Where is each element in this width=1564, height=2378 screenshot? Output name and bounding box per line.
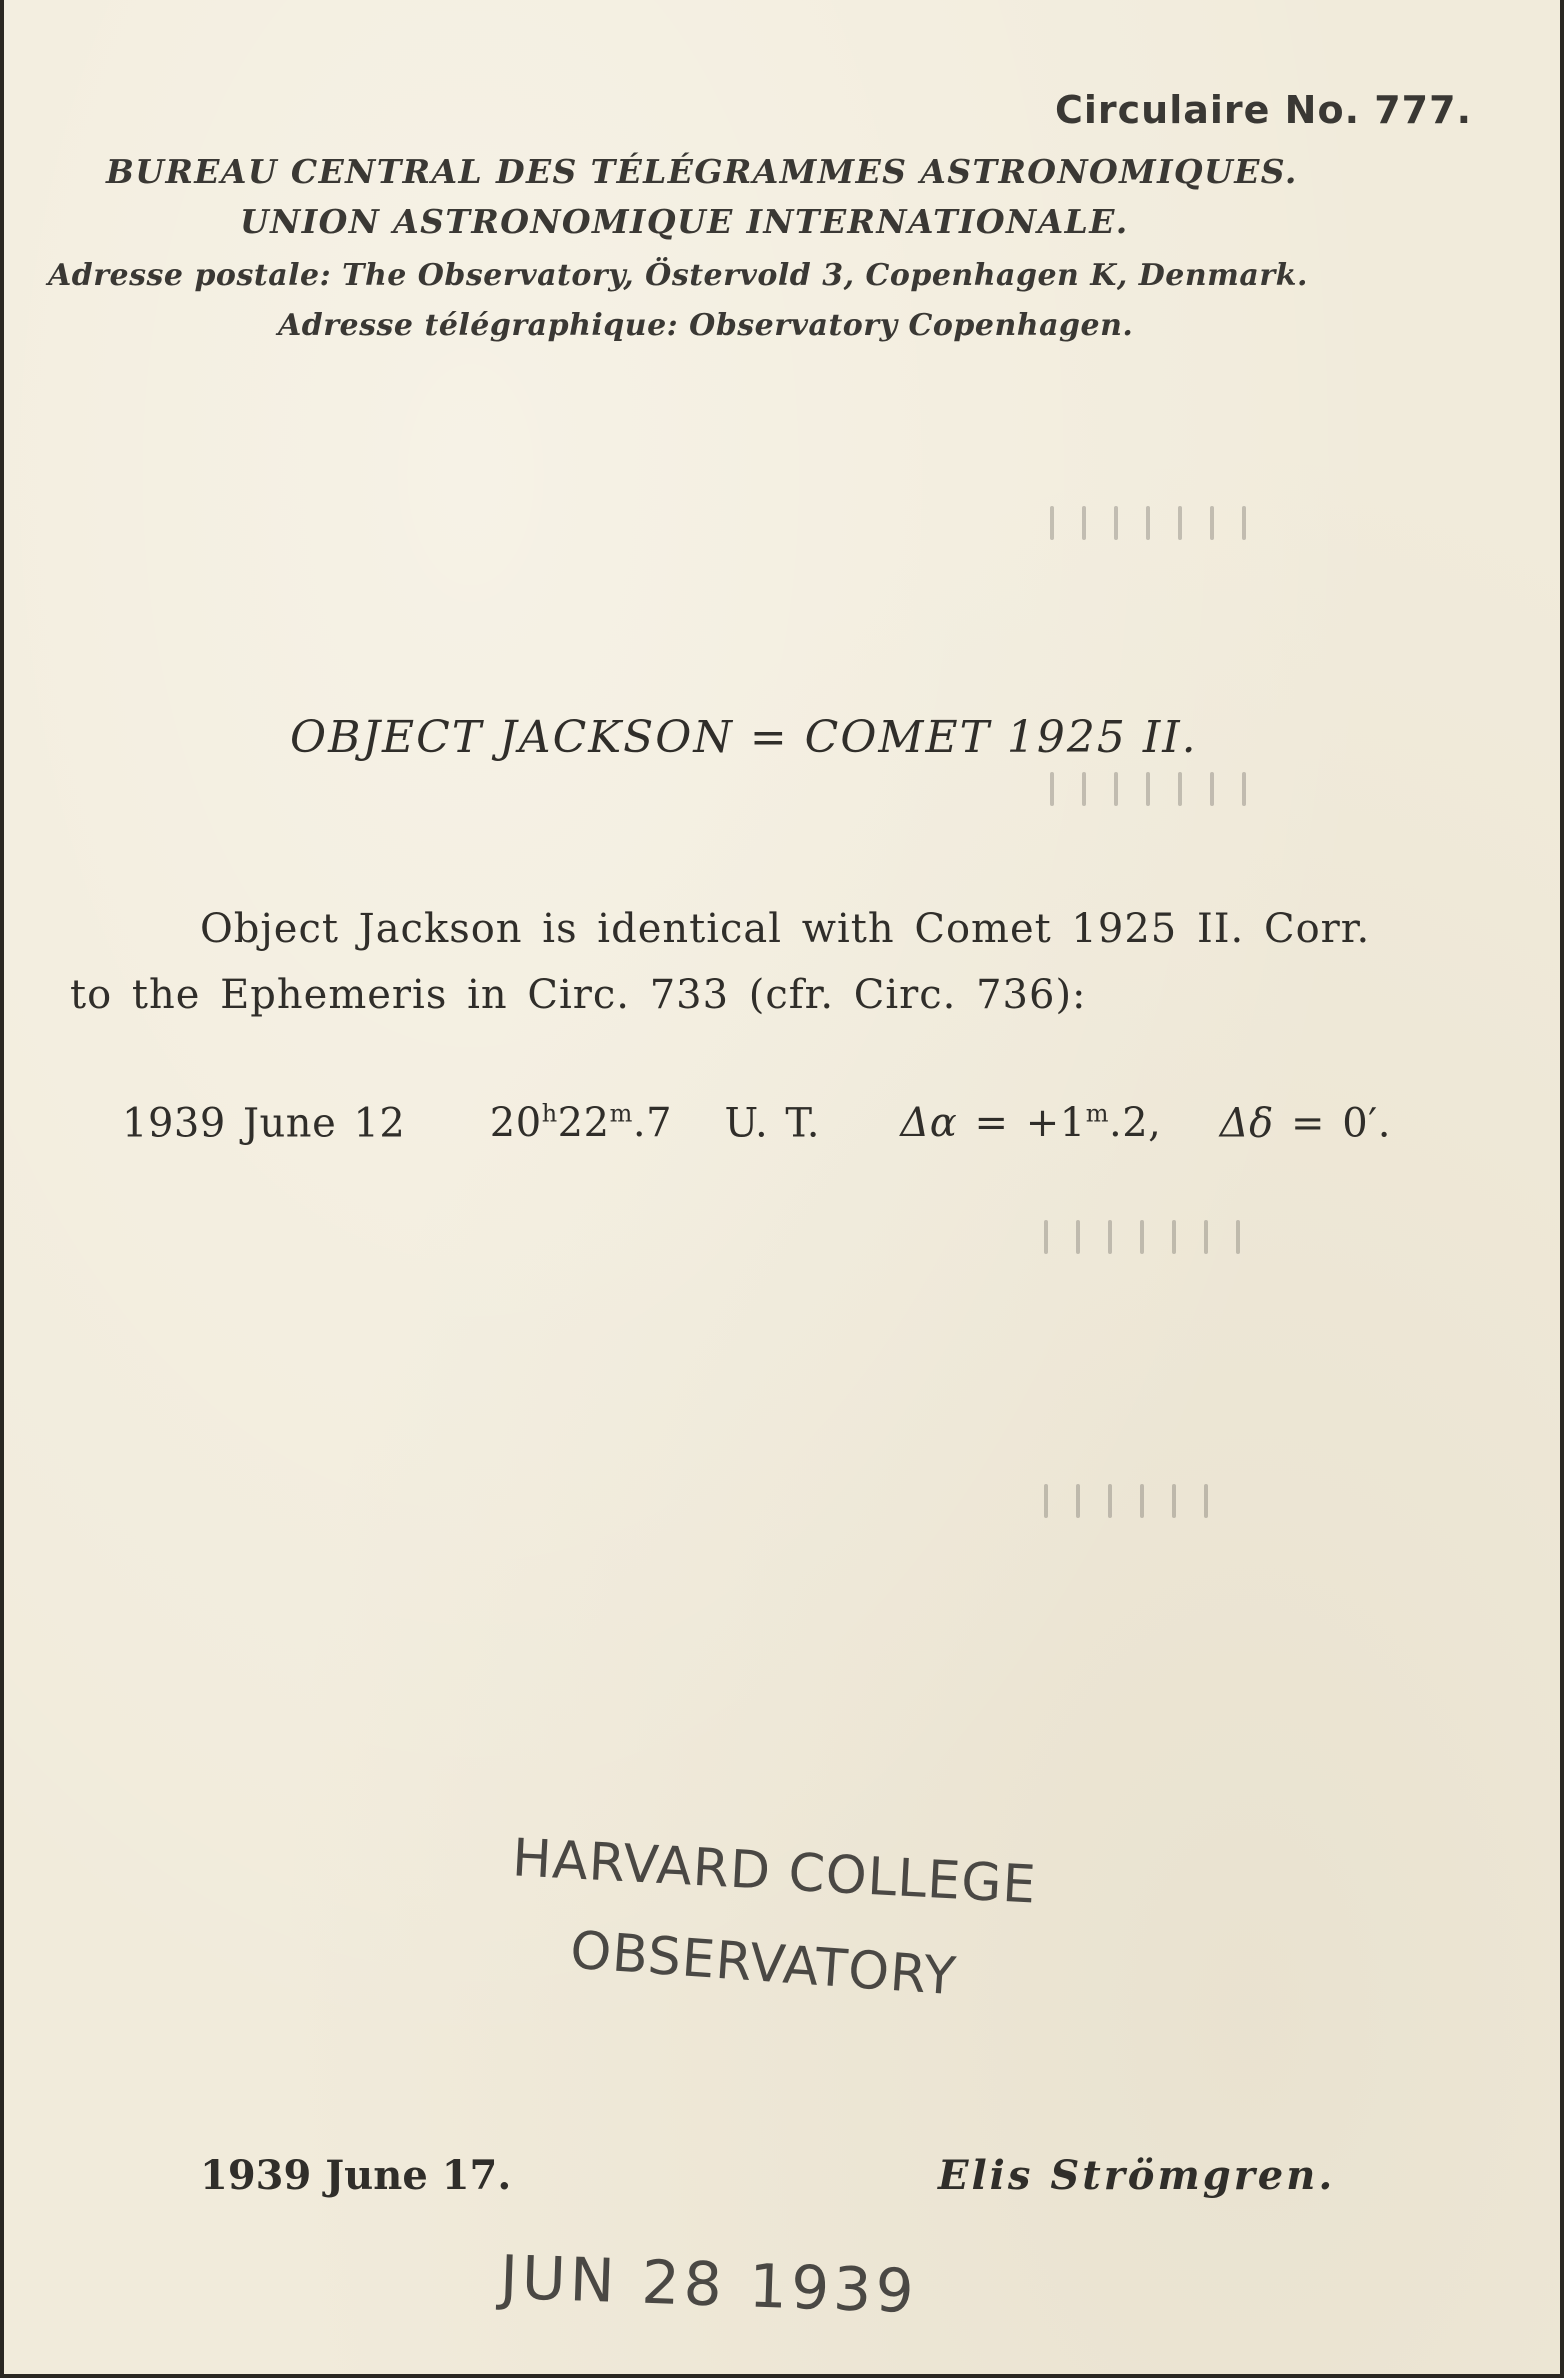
postal-address: Adresse postale: The Observatory, Östervold 3, Copenhagen K, Denmark. <box>48 258 1308 293</box>
telegraphic-address: Adresse télégraphique: Observatory Copenhagen. <box>278 308 1134 343</box>
show-through-marks <box>1044 1484 1208 1518</box>
circular-card <box>4 0 1560 2374</box>
circular-number: Circulaire No. 777. <box>1055 88 1472 132</box>
time-system: U. T. <box>724 1100 820 1147</box>
body-paragraph-line-2: to the Ephemeris in Circ. 733 (cfr. Circ. 736): <box>70 972 1087 1018</box>
delta-delta: Δδ = 0′. <box>1219 1100 1391 1147</box>
union-name: UNION ASTRONOMIQUE INTERNATIONALE. <box>240 202 1129 241</box>
signature: Elis Strömgren. <box>938 2152 1336 2199</box>
institution-stamp-line-1: HARVARD COLLEGE <box>510 1828 1038 1916</box>
observation-line <box>122 1100 1391 1146</box>
observation-date: 1939 June 12 <box>122 1100 406 1147</box>
issue-date: 1939 June 17. <box>200 2152 512 2199</box>
show-through-marks <box>1050 772 1246 806</box>
received-date-stamp: JUN 28 1939 <box>498 2242 919 2328</box>
show-through-marks <box>1050 506 1246 540</box>
bureau-name: BUREAU CENTRAL DES TÉLÉGRAMMES ASTRONOMIQUES. <box>106 152 1298 191</box>
delta-alpha: $\Delta\alpha = +1^m.2$, <box>900 1100 1162 1147</box>
circular-title: OBJECT JACKSON = COMET 1925 II. <box>290 712 1198 763</box>
body-paragraph-line-1: Object Jackson is identical with Comet 1925 II. Corr. <box>200 906 1371 952</box>
observation-time: 20$^h$22$^m$.7 <box>489 1100 673 1147</box>
show-through-marks <box>1044 1220 1240 1254</box>
institution-stamp-line-2: OBSERVATORY <box>568 1920 959 2008</box>
